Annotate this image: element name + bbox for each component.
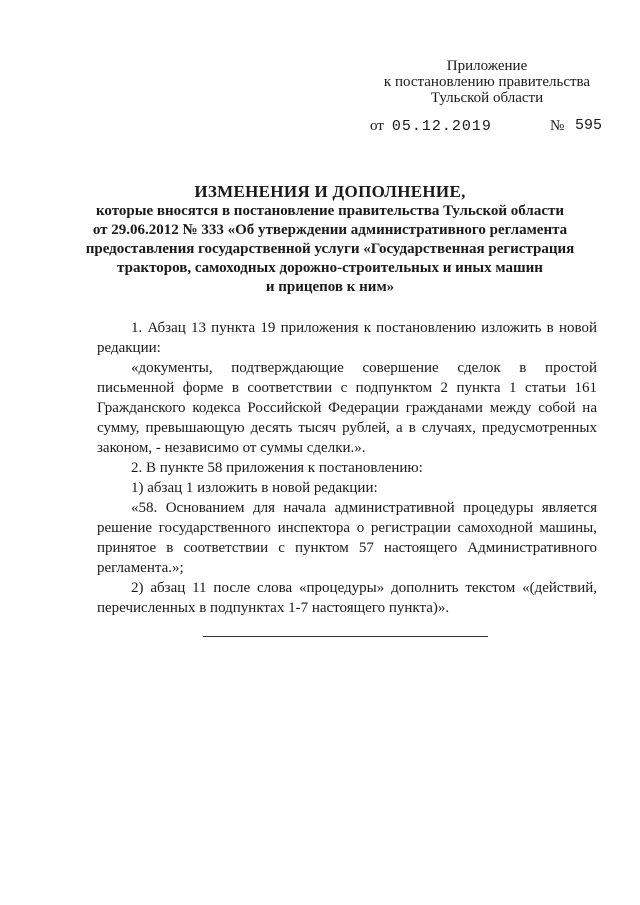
title-line: и прицепов к ним» bbox=[265, 279, 395, 295]
title-line: предоставления государственной услуги «Государственная регистрация bbox=[85, 241, 575, 257]
document-number: 595 bbox=[575, 117, 603, 134]
attachment-line-2: к постановлению правительства bbox=[383, 74, 591, 90]
title-line: тракторов, самоходных дорожно-строительных и иных машин bbox=[117, 260, 543, 276]
document-meta bbox=[370, 117, 610, 136]
paragraph: «документы, подтверждающие совершение сделок в простой письменной форме в соответствии с подпунктом 2 пункта 1 статьи 161 Гражданского кодекса Российской Федерации гражданами между собой на сумму, превышающую десять тысяч рублей, а в случаях, предусмотренных законом, - независимо от суммы сделки.». bbox=[97, 360, 597, 456]
date-prefix: от bbox=[370, 118, 384, 134]
closing-rule bbox=[203, 636, 488, 637]
document-title bbox=[80, 181, 580, 297]
title-line: от 29.06.2012 № 333 «Об утверждении административного регламента bbox=[92, 222, 568, 238]
document-date: 05.12.2019 bbox=[391, 118, 492, 135]
title-heading: ИЗМЕНЕНИЯ И ДОПОЛНЕНИЕ, bbox=[194, 182, 466, 201]
number-label: № bbox=[550, 118, 565, 134]
paragraph: 1. Абзац 13 пункта 19 приложения к постановлению изложить в новой редакции: bbox=[97, 320, 597, 356]
paragraph: «58. Основанием для начала административной процедуры является решение государственного инспектора о регистрации самоходной машины, принятое в соответствии с пунктом 57 настоящего Административного регламента.»; bbox=[97, 500, 597, 576]
paragraph: 1) абзац 1 изложить в новой редакции: bbox=[131, 480, 378, 496]
document-body bbox=[97, 318, 597, 618]
attachment-line-3: Тульской области bbox=[430, 90, 544, 106]
paragraph: 2. В пункте 58 приложения к постановлению: bbox=[131, 460, 423, 476]
title-line: которые вносятся в постановление правительства Тульской области bbox=[95, 203, 565, 219]
paragraph: 2) абзац 11 после слова «процедуры» дополнить текстом «(действий, перечисленных в подпунктах 1-7 настоящего пункта)». bbox=[97, 580, 597, 616]
attachment-header bbox=[372, 58, 602, 106]
attachment-line-1: Приложение bbox=[446, 58, 528, 74]
